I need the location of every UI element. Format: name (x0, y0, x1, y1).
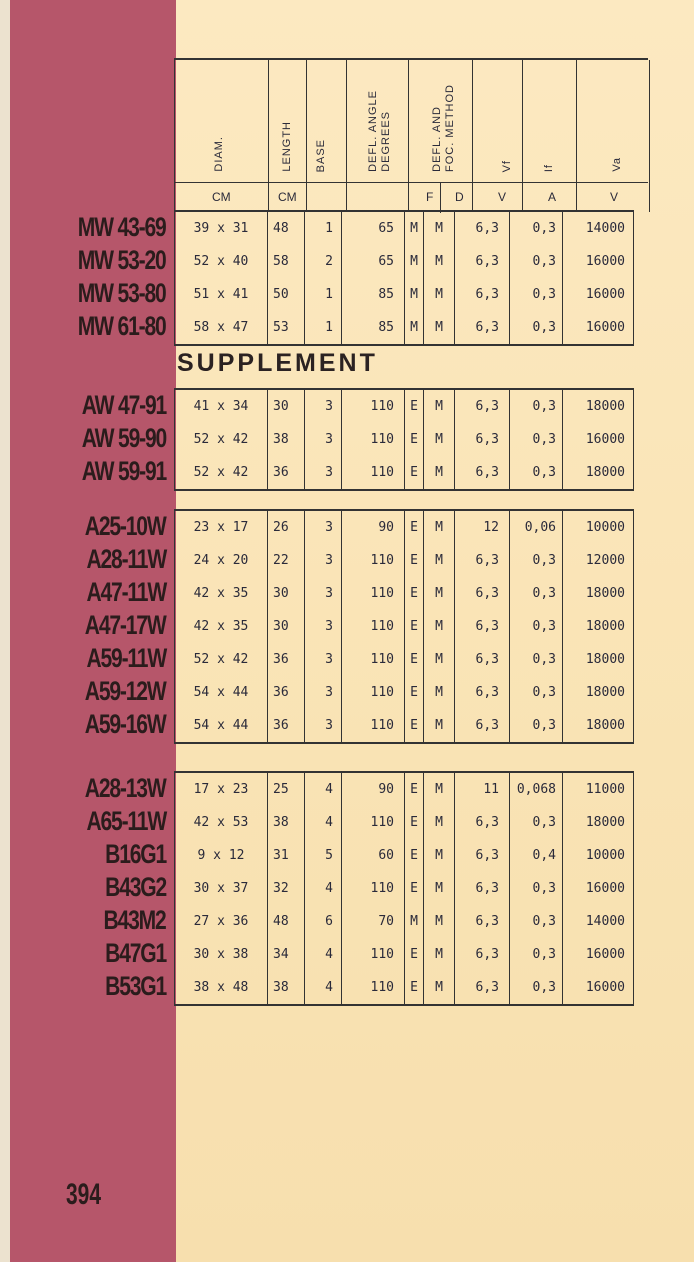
table-row (175, 510, 634, 544)
cell-length: 30 (268, 577, 305, 610)
header-va-label: Va (611, 157, 623, 172)
cell-if: 0,3 (510, 938, 563, 971)
cell-f: E (405, 806, 424, 839)
cell-d: M (424, 839, 455, 872)
spec-table-group (174, 210, 634, 346)
cell-angle: 110 (342, 938, 405, 971)
spec-table-group (174, 509, 634, 744)
cell-diam: 58 x 47 (175, 311, 268, 345)
cell-f: M (405, 311, 424, 345)
tube-type-label: A59-12W (85, 676, 166, 706)
cell-length: 34 (268, 938, 305, 971)
table-row (175, 971, 634, 1005)
cell-vf: 6,3 (455, 577, 510, 610)
cell-d: M (424, 211, 455, 245)
cell-length: 32 (268, 872, 305, 905)
cell-length: 25 (268, 772, 305, 806)
cell-d: M (424, 676, 455, 709)
table-row (175, 577, 634, 610)
cell-if: 0,3 (510, 278, 563, 311)
tube-type-label: A59-16W (85, 709, 166, 739)
cell-f: E (405, 872, 424, 905)
cell-vf: 6,3 (455, 389, 510, 423)
cell-if: 0,3 (510, 872, 563, 905)
tube-type-label: A59-11W (86, 643, 166, 673)
cell-vf: 11 (455, 772, 510, 806)
cell-diam: 42 x 35 (175, 577, 268, 610)
cell-d: M (424, 311, 455, 345)
page-number: 394 (66, 1178, 102, 1211)
cell-angle: 65 (342, 245, 405, 278)
cell-angle: 90 (342, 510, 405, 544)
cell-diam: 42 x 53 (175, 806, 268, 839)
cell-angle: 110 (342, 456, 405, 490)
cell-d: M (424, 709, 455, 743)
table-row (175, 676, 634, 709)
cell-vf: 6,3 (455, 971, 510, 1005)
cell-va: 16000 (563, 872, 634, 905)
cell-f: E (405, 676, 424, 709)
cell-length: 38 (268, 423, 305, 456)
cell-vf: 6,3 (455, 676, 510, 709)
tube-type-label: A65-11W (86, 806, 166, 836)
header-base-label: BASE (315, 138, 327, 172)
tube-type-label: MW 43-69 (78, 212, 166, 242)
cell-d: M (424, 510, 455, 544)
cell-d: M (424, 245, 455, 278)
cell-if: 0,3 (510, 456, 563, 490)
cell-va: 18000 (563, 610, 634, 643)
tube-type-label: B16G1 (105, 839, 166, 869)
unit-f: F (426, 190, 434, 204)
table-header (174, 58, 648, 212)
cell-base: 2 (305, 245, 342, 278)
cell-f: E (405, 643, 424, 676)
cell-base: 4 (305, 772, 342, 806)
cell-if: 0,06 (510, 510, 563, 544)
cell-d: M (424, 423, 455, 456)
cell-d: M (424, 643, 455, 676)
cell-angle: 110 (342, 709, 405, 743)
cell-length: 48 (268, 905, 305, 938)
cell-diam: 23 x 17 (175, 510, 268, 544)
cell-vf: 6,3 (455, 643, 510, 676)
table-row (175, 709, 634, 743)
cell-angle: 65 (342, 211, 405, 245)
cell-base: 3 (305, 577, 342, 610)
cell-vf: 12 (455, 510, 510, 544)
cell-d: M (424, 544, 455, 577)
cell-f: E (405, 456, 424, 490)
cell-f: M (405, 278, 424, 311)
cell-angle: 85 (342, 311, 405, 345)
cell-base: 3 (305, 389, 342, 423)
header-diam-label: DIAM. (213, 136, 225, 172)
cell-base: 4 (305, 971, 342, 1005)
spec-table-group (174, 388, 634, 491)
cell-d: M (424, 806, 455, 839)
cell-d: M (424, 905, 455, 938)
cell-angle: 110 (342, 806, 405, 839)
tube-type-label: MW 53-20 (78, 245, 166, 275)
cell-vf: 6,3 (455, 938, 510, 971)
cell-vf: 6,3 (455, 872, 510, 905)
table-row (175, 245, 634, 278)
cell-vf: 6,3 (455, 544, 510, 577)
cell-vf: 6,3 (455, 709, 510, 743)
cell-va: 18000 (563, 577, 634, 610)
cell-d: M (424, 456, 455, 490)
cell-f: E (405, 839, 424, 872)
cell-length: 38 (268, 806, 305, 839)
unit-if: A (548, 190, 557, 204)
tube-type-label: A28-13W (85, 773, 166, 803)
cell-va: 16000 (563, 311, 634, 345)
cell-diam: 41 x 34 (175, 389, 268, 423)
cell-if: 0,3 (510, 709, 563, 743)
cell-va: 16000 (563, 245, 634, 278)
cell-d: M (424, 610, 455, 643)
table-row (175, 423, 634, 456)
cell-if: 0,4 (510, 839, 563, 872)
cell-length: 36 (268, 709, 305, 743)
cell-length: 30 (268, 610, 305, 643)
cell-va: 18000 (563, 456, 634, 490)
unit-va: V (610, 190, 619, 204)
cell-f: E (405, 772, 424, 806)
cell-base: 4 (305, 806, 342, 839)
unit-vf: V (498, 190, 507, 204)
cell-diam: 9 x 12 (175, 839, 268, 872)
tube-type-label: B53G1 (105, 971, 166, 1001)
tube-type-label: B43G2 (105, 872, 166, 902)
table-row (175, 905, 634, 938)
cell-diam: 38 x 48 (175, 971, 268, 1005)
table-row (175, 772, 634, 806)
cell-va: 11000 (563, 772, 634, 806)
cell-f: E (405, 510, 424, 544)
cell-diam: 51 x 41 (175, 278, 268, 311)
cell-length: 30 (268, 389, 305, 423)
cell-base: 6 (305, 905, 342, 938)
tube-type-label: B43M2 (103, 905, 166, 935)
cell-va: 16000 (563, 938, 634, 971)
tube-type-label: AW 47-91 (81, 390, 166, 420)
cell-angle: 110 (342, 971, 405, 1005)
cell-d: M (424, 577, 455, 610)
cell-d: M (424, 938, 455, 971)
cell-base: 4 (305, 938, 342, 971)
cell-f: M (405, 211, 424, 245)
tube-type-label: A25-10W (85, 511, 166, 541)
cell-va: 18000 (563, 709, 634, 743)
cell-length: 31 (268, 839, 305, 872)
cell-va: 18000 (563, 806, 634, 839)
cell-base: 4 (305, 872, 342, 905)
cell-va: 16000 (563, 278, 634, 311)
table-row (175, 839, 634, 872)
cell-diam: 52 x 42 (175, 423, 268, 456)
cell-diam: 52 x 42 (175, 643, 268, 676)
tube-type-label: B47G1 (105, 938, 166, 968)
cell-d: M (424, 772, 455, 806)
unit-diam: CM (212, 190, 231, 204)
header-defl-foc-label-2: FOC. METHOD (444, 84, 456, 172)
cell-va: 18000 (563, 643, 634, 676)
cell-if: 0,3 (510, 389, 563, 423)
tube-type-label: A47-17W (85, 610, 166, 640)
table-row (175, 211, 634, 245)
cell-angle: 110 (342, 610, 405, 643)
cell-va: 16000 (563, 971, 634, 1005)
spec-table-group (174, 771, 634, 1006)
cell-length: 26 (268, 510, 305, 544)
cell-base: 1 (305, 311, 342, 345)
cell-base: 3 (305, 510, 342, 544)
cell-angle: 90 (342, 772, 405, 806)
cell-length: 36 (268, 676, 305, 709)
cell-length: 48 (268, 211, 305, 245)
cell-if: 0,3 (510, 905, 563, 938)
cell-diam: 30 x 37 (175, 872, 268, 905)
cell-base: 1 (305, 211, 342, 245)
cell-vf: 6,3 (455, 245, 510, 278)
cell-length: 36 (268, 456, 305, 490)
tube-type-label: MW 61-80 (78, 311, 166, 341)
cell-base: 3 (305, 423, 342, 456)
cell-diam: 27 x 36 (175, 905, 268, 938)
cell-diam: 30 x 38 (175, 938, 268, 971)
header-defl-angle-label-1: DEFL. ANGLE (367, 90, 379, 172)
cell-base: 3 (305, 610, 342, 643)
cell-va: 14000 (563, 905, 634, 938)
cell-base: 3 (305, 544, 342, 577)
cell-va: 10000 (563, 510, 634, 544)
cell-vf: 6,3 (455, 905, 510, 938)
header-vf-label: Vf (501, 159, 513, 172)
tube-type-label: A28-11W (86, 544, 166, 574)
cell-if: 0,3 (510, 211, 563, 245)
cell-base: 3 (305, 676, 342, 709)
cell-va: 12000 (563, 544, 634, 577)
cell-f: E (405, 423, 424, 456)
cell-if: 0,3 (510, 643, 563, 676)
cell-if: 0,3 (510, 610, 563, 643)
cell-f: E (405, 971, 424, 1005)
cell-f: E (405, 938, 424, 971)
tube-type-label: AW 59-91 (81, 456, 166, 486)
table-row (175, 938, 634, 971)
cell-vf: 6,3 (455, 610, 510, 643)
cell-angle: 70 (342, 905, 405, 938)
table-row (175, 278, 634, 311)
cell-length: 36 (268, 643, 305, 676)
cell-diam: 17 x 23 (175, 772, 268, 806)
table-row (175, 806, 634, 839)
cell-va: 18000 (563, 676, 634, 709)
header-defl-angle-label-2: DEGREES (380, 111, 392, 172)
cell-d: M (424, 389, 455, 423)
cell-vf: 6,3 (455, 278, 510, 311)
table-row (175, 872, 634, 905)
cell-diam: 54 x 44 (175, 676, 268, 709)
cell-if: 0,3 (510, 676, 563, 709)
cell-vf: 6,3 (455, 456, 510, 490)
table-row (175, 610, 634, 643)
unit-length: CM (278, 190, 297, 204)
cell-length: 53 (268, 311, 305, 345)
cell-f: E (405, 544, 424, 577)
table-row (175, 311, 634, 345)
cell-base: 3 (305, 456, 342, 490)
cell-vf: 6,3 (455, 839, 510, 872)
cell-base: 3 (305, 643, 342, 676)
cell-if: 0,3 (510, 245, 563, 278)
cell-va: 14000 (563, 211, 634, 245)
cell-if: 0,068 (510, 772, 563, 806)
cell-f: E (405, 577, 424, 610)
cell-if: 0,3 (510, 423, 563, 456)
cell-f: E (405, 610, 424, 643)
cell-if: 0,3 (510, 806, 563, 839)
cell-angle: 110 (342, 423, 405, 456)
cell-angle: 110 (342, 643, 405, 676)
header-defl-foc-label-1: DEFL. AND (431, 106, 443, 172)
cell-diam: 54 x 44 (175, 709, 268, 743)
cell-base: 3 (305, 709, 342, 743)
page-edge (0, 0, 10, 1262)
cell-diam: 52 x 42 (175, 456, 268, 490)
cell-length: 50 (268, 278, 305, 311)
table-row (175, 389, 634, 423)
cell-f: E (405, 709, 424, 743)
cell-diam: 42 x 35 (175, 610, 268, 643)
cell-angle: 110 (342, 389, 405, 423)
tube-type-label: AW 59-90 (81, 423, 166, 453)
cell-d: M (424, 278, 455, 311)
cell-vf: 6,3 (455, 211, 510, 245)
cell-angle: 110 (342, 544, 405, 577)
table-row (175, 544, 634, 577)
cell-diam: 52 x 40 (175, 245, 268, 278)
table-row (175, 456, 634, 490)
cell-base: 1 (305, 278, 342, 311)
cell-angle: 110 (342, 676, 405, 709)
tube-type-label: MW 53-80 (78, 278, 166, 308)
cell-d: M (424, 872, 455, 905)
cell-length: 58 (268, 245, 305, 278)
cell-va: 10000 (563, 839, 634, 872)
cell-length: 38 (268, 971, 305, 1005)
cell-angle: 110 (342, 872, 405, 905)
cell-if: 0,3 (510, 311, 563, 345)
cell-vf: 6,3 (455, 311, 510, 345)
table-row (175, 643, 634, 676)
cell-if: 0,3 (510, 577, 563, 610)
cell-angle: 110 (342, 577, 405, 610)
units-row (174, 182, 648, 213)
cell-if: 0,3 (510, 544, 563, 577)
cell-angle: 85 (342, 278, 405, 311)
header-length-label: LENGTH (281, 121, 293, 172)
cell-diam: 39 x 31 (175, 211, 268, 245)
cell-diam: 24 x 20 (175, 544, 268, 577)
cell-va: 18000 (563, 389, 634, 423)
cell-f: E (405, 389, 424, 423)
cell-base: 5 (305, 839, 342, 872)
cell-vf: 6,3 (455, 423, 510, 456)
header-if-label: If (543, 163, 555, 172)
cell-va: 16000 (563, 423, 634, 456)
cell-if: 0,3 (510, 971, 563, 1005)
cell-f: M (405, 905, 424, 938)
supplement-heading: SUPPLEMENT (177, 349, 378, 377)
unit-divider (440, 183, 441, 213)
cell-d: M (424, 971, 455, 1005)
cell-vf: 6,3 (455, 806, 510, 839)
cell-angle: 60 (342, 839, 405, 872)
cell-f: M (405, 245, 424, 278)
unit-d: D (455, 190, 464, 204)
cell-length: 22 (268, 544, 305, 577)
tube-type-label: A47-11W (86, 577, 166, 607)
